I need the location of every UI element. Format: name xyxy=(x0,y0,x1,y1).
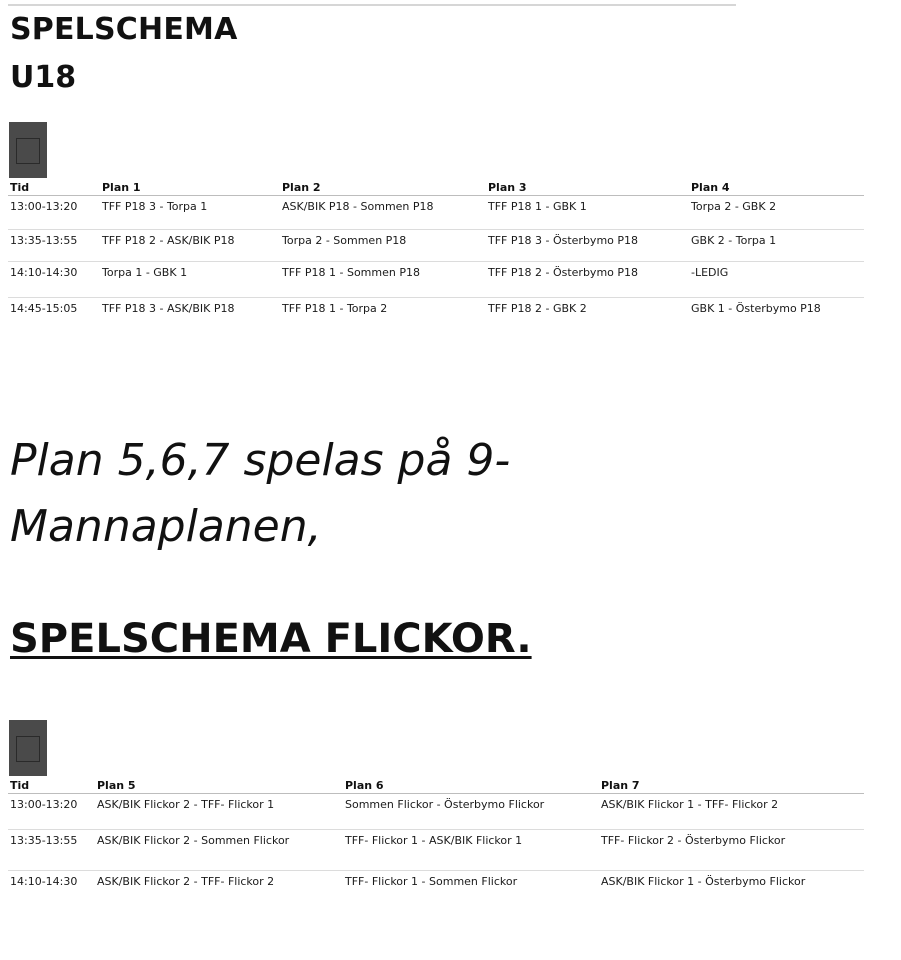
match-cell: TFF P18 1 - Torpa 2 xyxy=(282,302,388,315)
column-header-plan-4: Plan 4 xyxy=(689,180,864,196)
match-cell: ASK/BIK Flickor 2 - TFF- Flickor 1 xyxy=(95,794,343,830)
time-cell: 14:10-14:30 xyxy=(10,875,78,888)
page-title: SPELSCHEMA xyxy=(10,12,238,47)
match-cell: ASK/BIK P18 - Sommen P18 xyxy=(280,196,486,230)
table-header-row xyxy=(8,180,864,196)
table-row xyxy=(8,262,864,298)
match-cell: ASK/BIK Flickor 2 - TFF- Flickor 2 xyxy=(97,875,275,888)
column-header-plan-5: Plan 5 xyxy=(95,778,343,794)
column-header-plan-6: Plan 6 xyxy=(343,778,599,794)
column-header-plan-2: Plan 2 xyxy=(280,180,486,196)
match-cell: ASK/BIK Flickor 2 - Sommen Flickor xyxy=(95,830,343,871)
time-cell: 14:45-15:05 xyxy=(10,302,78,315)
match-cell: TFF- Flickor 2 - Österbymo Flickor xyxy=(599,830,864,871)
table-row xyxy=(8,794,864,830)
flickor-section-title: SPELSCHEMA FLICKOR. xyxy=(10,616,532,662)
time-cell: 13:00-13:20 xyxy=(8,794,95,830)
top-divider xyxy=(8,4,736,6)
match-cell: GBK 2 - Torpa 1 xyxy=(689,230,864,262)
match-cell: TFF- Flickor 1 - Sommen Flickor xyxy=(345,875,518,888)
time-cell: 13:00-13:20 xyxy=(8,196,100,230)
match-cell: TFF P18 2 - Österbymo P18 xyxy=(486,262,689,298)
page-subtitle: U18 xyxy=(10,60,77,95)
match-cell: ASK/BIK Flickor 1 - TFF- Flickor 2 xyxy=(599,794,864,830)
match-cell: Torpa 2 - Sommen P18 xyxy=(280,230,486,262)
match-cell: TFF- Flickor 1 - ASK/BIK Flickor 1 xyxy=(343,830,599,871)
time-cell: 13:35-13:55 xyxy=(8,230,100,262)
table-header-row xyxy=(8,778,864,794)
table-row xyxy=(8,871,864,901)
table-row xyxy=(8,298,864,331)
table-image-icon xyxy=(9,122,47,178)
table-row xyxy=(8,230,864,262)
match-cell: TFF P18 3 - Österbymo P18 xyxy=(486,230,689,262)
match-cell: -LEDIG xyxy=(689,262,864,298)
match-cell: Sommen Flickor - Österbymo Flickor xyxy=(343,794,599,830)
flickor-schedule-table xyxy=(8,778,864,901)
table-row xyxy=(8,830,864,871)
match-cell: GBK 1 - Österbymo P18 xyxy=(691,302,821,315)
column-header-plan-7: Plan 7 xyxy=(599,778,864,794)
match-cell: ASK/BIK Flickor 1 - Österbymo Flickor xyxy=(601,875,806,888)
column-header-tid: Tid xyxy=(8,778,95,794)
venue-note: Plan 5,6,7 spelas på 9-Mannaplanen, xyxy=(10,435,511,552)
match-cell: Torpa 2 - GBK 2 xyxy=(689,196,864,230)
match-cell: TFF P18 2 - GBK 2 xyxy=(488,302,587,315)
column-header-plan-3: Plan 3 xyxy=(486,180,689,196)
column-header-plan-1: Plan 1 xyxy=(100,180,280,196)
time-cell: 13:35-13:55 xyxy=(8,830,95,871)
table-row xyxy=(8,196,864,230)
match-cell: TFF P18 1 - Sommen P18 xyxy=(280,262,486,298)
match-cell: TFF P18 3 - ASK/BIK P18 xyxy=(102,302,235,315)
table-image-icon xyxy=(9,720,47,776)
column-header-tid: Tid xyxy=(8,180,100,196)
match-cell: TFF P18 3 - Torpa 1 xyxy=(100,196,280,230)
match-cell: TFF P18 2 - ASK/BIK P18 xyxy=(100,230,280,262)
match-cell: TFF P18 1 - GBK 1 xyxy=(486,196,689,230)
match-cell: Torpa 1 - GBK 1 xyxy=(100,262,280,298)
u18-schedule-table xyxy=(8,180,864,331)
time-cell: 14:10-14:30 xyxy=(8,262,100,298)
